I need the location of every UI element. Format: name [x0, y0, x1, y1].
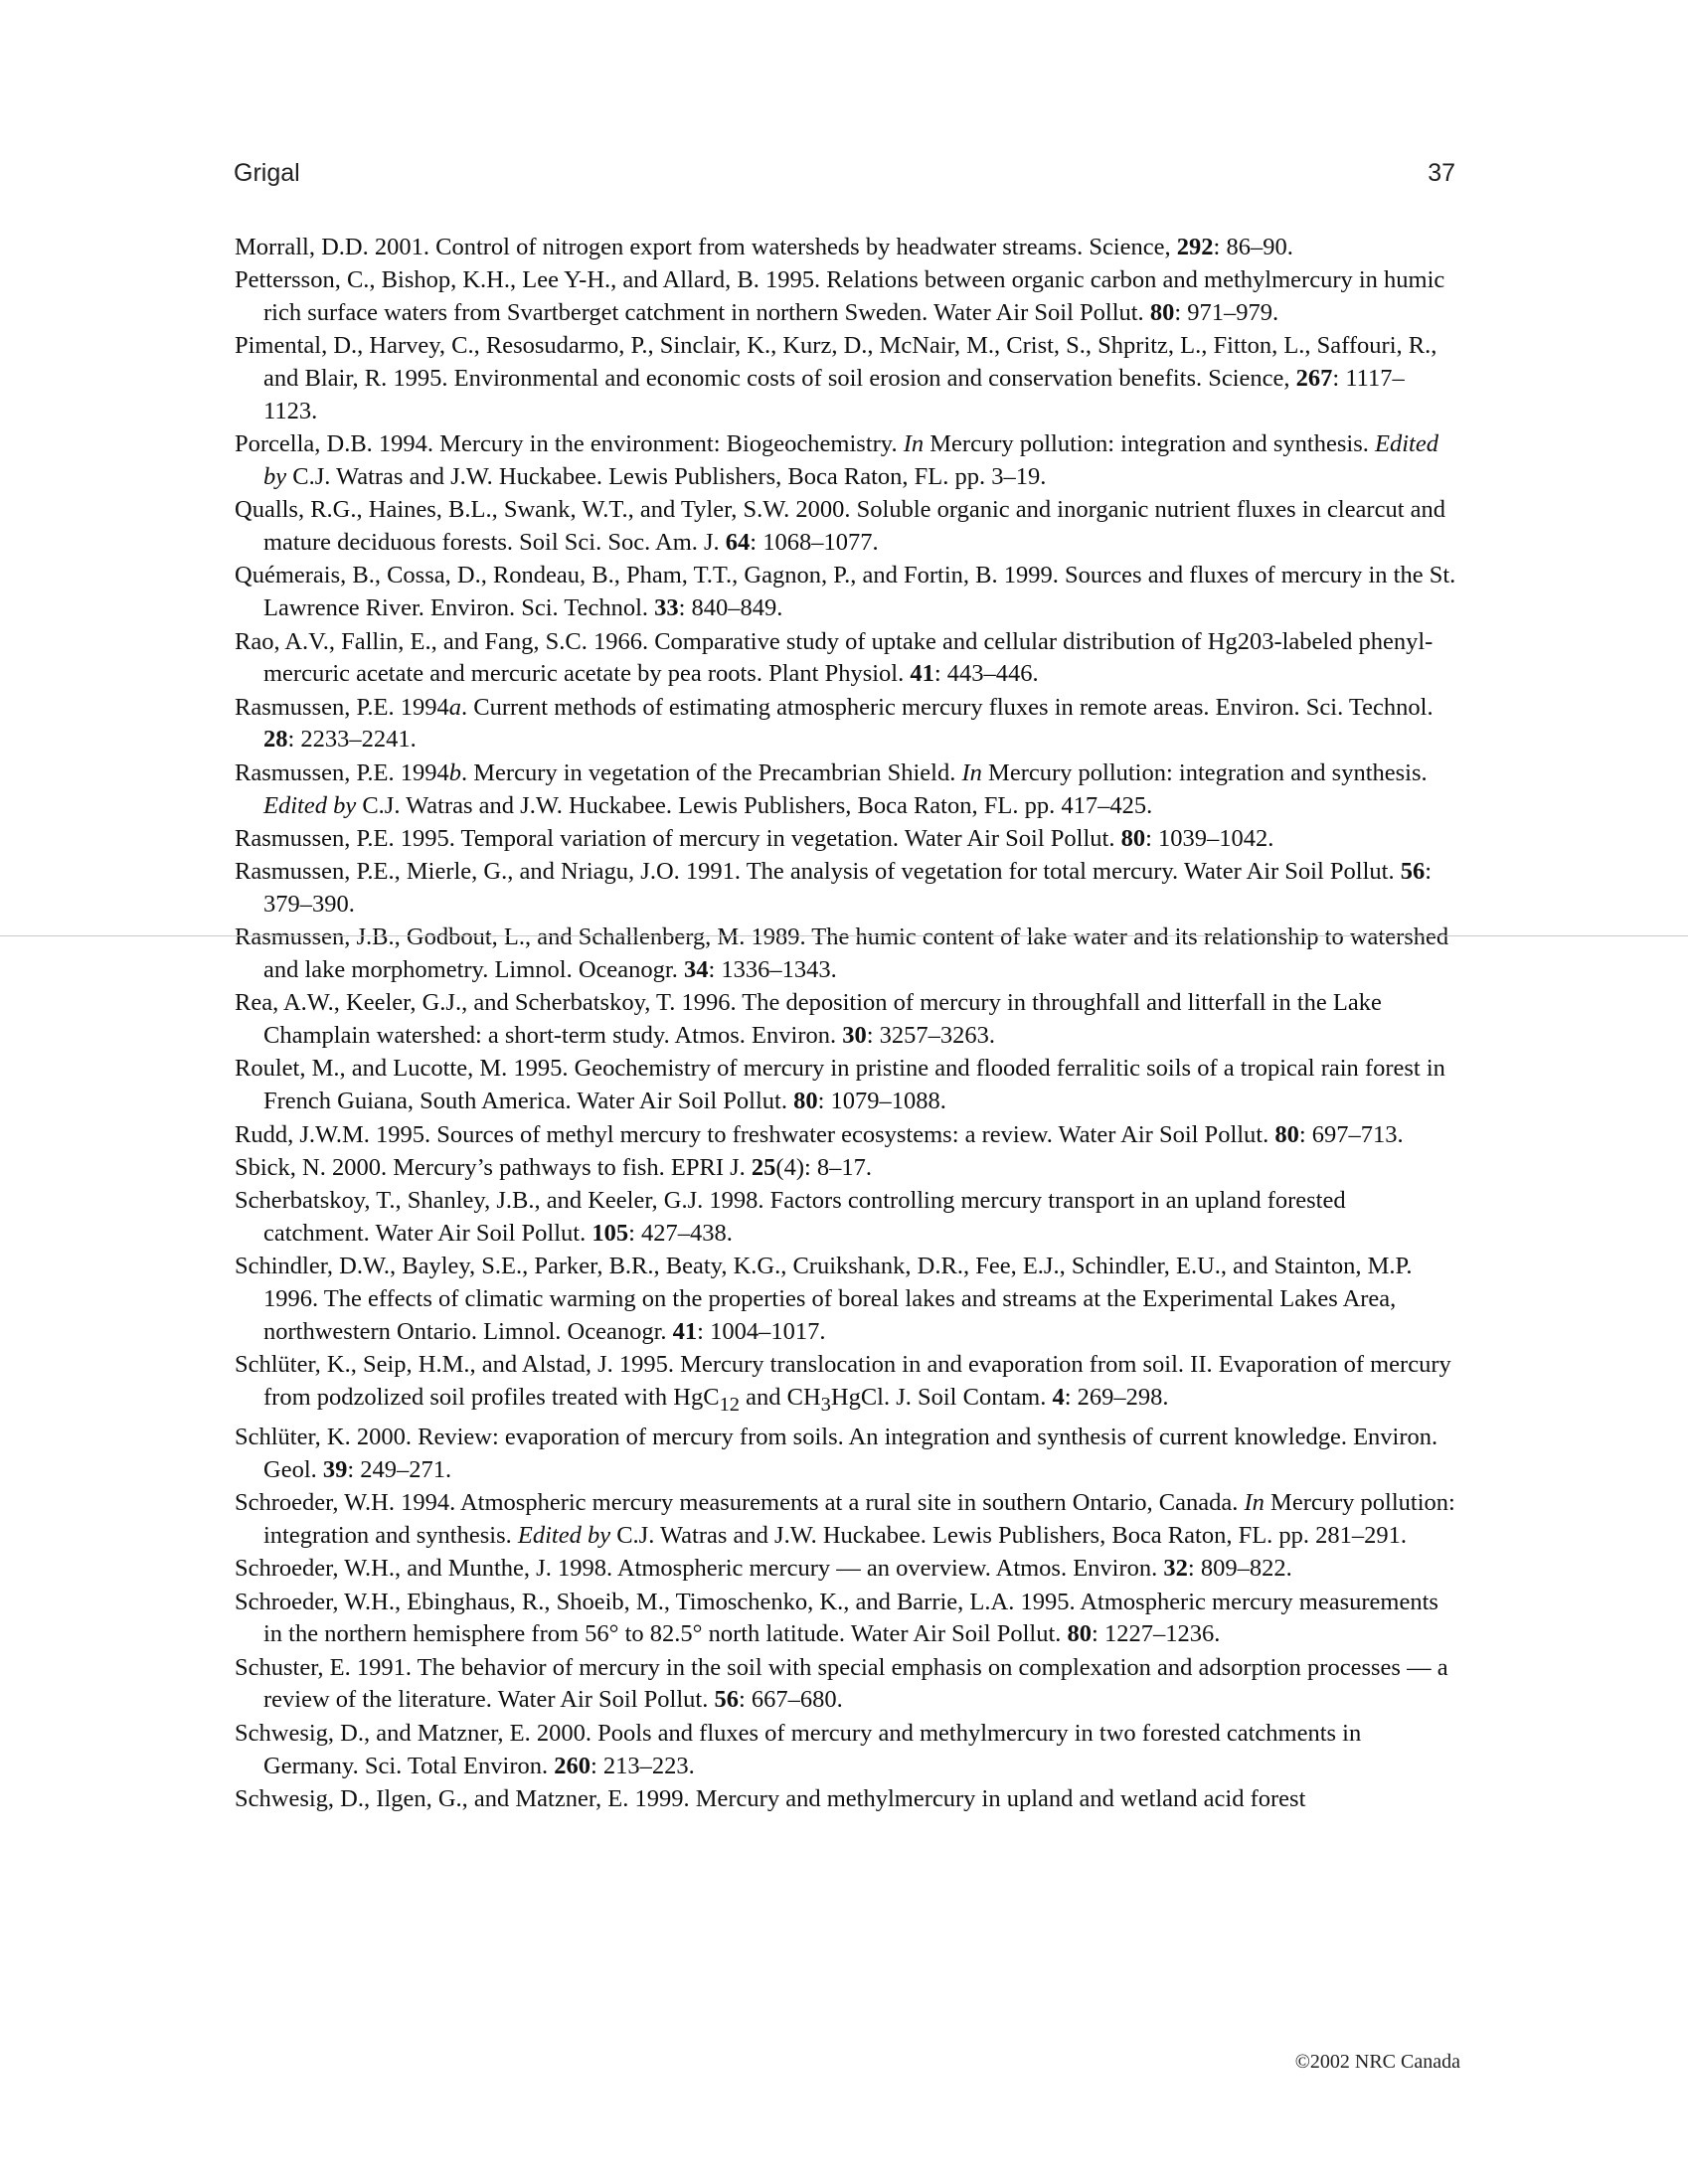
volume-number: 28 — [263, 726, 288, 754]
reference-text: : 379–390. — [263, 858, 1433, 918]
reference-text: C.J. Watras and J.W. Huckabee. Lewis Publishers, Boca Raton, FL. pp. 281–291. — [610, 1521, 1408, 1549]
reference-entry — [235, 922, 1457, 987]
reference-entry — [235, 757, 1457, 823]
reference-text: : 1079–1088. — [817, 1088, 946, 1115]
volume-number: 80 — [1274, 1120, 1299, 1148]
reference-text: : 1336–1343. — [708, 956, 837, 984]
reference-entry — [235, 1422, 1457, 1487]
reference-text: Porcella, D.B. 1994. Mercury in the environment: Biogeochemistry. — [235, 430, 904, 458]
subscript-text: 3 — [820, 1393, 831, 1416]
reference-entry — [235, 987, 1457, 1053]
reference-text: Pettersson, C., Bishop, K.H., Lee Y-H., and Allard, B. 1995. Relations between organic carbon and methylmercury in humic rich surface waters from Svartberget catchment in northern Sweden. Water Air Soil Pollut. — [235, 266, 1445, 327]
volume-number: 56 — [1400, 858, 1426, 886]
volume-number: 80 — [1149, 299, 1175, 327]
reference-text: Rea, A.W., Keeler, G.J., and Scherbatskoy, T. 1996. The deposition of mercury in throughfall and litterfall in the Lake Champlain watershed: a short-term study. Atmos. Environ. — [235, 989, 1382, 1050]
reference-text: Sbick, N. 2000. Mercury’s pathways to fish. EPRI J. — [235, 1153, 752, 1181]
italic-text: b — [448, 758, 462, 786]
reference-text: C.J. Watras and J.W. Huckabee. Lewis Publishers, Boca Raton, FL. pp. 417–425. — [356, 791, 1153, 819]
reference-text: Schlüter, K., Seip, H.M., and Alstad, J. 1995. Mercury translocation in and evaporation from soil. II. Evaporation of mercury from podzolized soil profiles treated with HgC — [235, 1351, 1451, 1411]
volume-number: 260 — [554, 1752, 591, 1779]
reference-text: Schuster, E. 1991. The behavior of mercury in the soil with special emphasis on complexation and adsorption processes — a review of the literature. Water Air Soil Pollut. — [235, 1653, 1448, 1714]
reference-text: : 443–446. — [933, 660, 1039, 688]
reference-entry — [235, 264, 1457, 330]
copyright-footer: ©2002 NRC Canada — [1294, 2051, 1460, 2073]
italic-text: In — [903, 430, 925, 458]
reference-entry — [235, 494, 1457, 560]
volume-number: 34 — [683, 956, 709, 984]
volume-number: 292 — [1176, 234, 1214, 260]
reference-text: Rasmussen, P.E., Mierle, G., and Nriagu, J.O. 1991. The analysis of vegetation for total mercury. Water Air Soil Pollut. — [235, 858, 1401, 886]
reference-text: Schroeder, W.H., Ebinghaus, R., Shoeib, M., Timoschenko, K., and Barrie, L.A. 1995. Atmospheric mercury measurements in the northern hemisphere from 56° to 82.5° north latitude. Water Air Soil Pollut. — [235, 1588, 1438, 1648]
volume-number: 64 — [725, 529, 751, 557]
reference-text: : 1117–1123. — [263, 365, 1405, 424]
reference-text: Schroeder, W.H. 1994. Atmospheric mercury measurements at a rural site in southern Ontario, Canada. — [235, 1489, 1245, 1517]
reference-entry — [235, 1783, 1457, 1816]
reference-text: Schroeder, W.H., and Munthe, J. 1998. Atmospheric mercury — an overview. Atmos. Environ. — [235, 1555, 1164, 1583]
volume-number: 32 — [1163, 1555, 1188, 1583]
reference-entry — [235, 856, 1457, 922]
reference-entry — [235, 1185, 1457, 1251]
volume-number: 39 — [322, 1455, 348, 1483]
reference-text: Roulet, M., and Lucotte, M. 1995. Geochemistry of mercury in pristine and flooded ferralitic soils of a tropical rain forest in French Guiana, South America. Water Air Soil Pollut. — [235, 1055, 1445, 1115]
reference-text: Scherbatskoy, T., Shanley, J.B., and Keeler, G.J. 1998. Factors controlling mercury transport in an upland forested catchment. Water Air Soil Pollut. — [235, 1187, 1346, 1247]
reference-entry — [235, 1553, 1457, 1586]
volume-number: 4 — [1052, 1383, 1065, 1411]
running-head: Grigal — [234, 159, 300, 187]
reference-entry — [235, 1119, 1457, 1152]
italic-text: Edited by — [263, 430, 1438, 491]
reference-text: : 809–822. — [1187, 1555, 1292, 1583]
reference-entry — [235, 428, 1457, 494]
reference-text: : 269–298. — [1064, 1383, 1169, 1411]
reference-entry — [235, 1152, 1457, 1185]
volume-number: 41 — [910, 660, 934, 688]
reference-entry — [235, 1251, 1457, 1348]
reference-entry — [235, 1053, 1457, 1118]
reference-text: Rasmussen, P.E. 1994 — [235, 693, 449, 721]
reference-text: : 1068–1077. — [750, 529, 879, 557]
reference-text: Schlüter, K. 2000. Review: evaporation of mercury from soils. An integration and synthesis of current knowledge. Environ. Geol. — [235, 1424, 1438, 1483]
reference-text: and CH — [740, 1383, 821, 1411]
reference-text: : 427–438. — [628, 1219, 733, 1247]
reference-text: : 86–90. — [1213, 234, 1293, 260]
reference-list — [235, 232, 1457, 1816]
reference-text: Rasmussen, P.E. 1995. Temporal variation of mercury in vegetation. Water Air Soil Pollut. — [235, 824, 1121, 852]
volume-number: 25 — [751, 1153, 776, 1181]
reference-entry — [235, 330, 1457, 427]
reference-entry — [235, 692, 1457, 757]
reference-text: : 249–271. — [347, 1455, 452, 1483]
reference-text: Schwesig, D., Ilgen, G., and Matzner, E. 1999. Mercury and methylmercury in upland and wetland acid forest — [235, 1784, 1306, 1812]
reference-text: : 1004–1017. — [697, 1317, 826, 1345]
reference-text: (4): 8–17. — [775, 1153, 873, 1181]
reference-entry — [235, 560, 1457, 625]
reference-text: Mercury pollution: integration and synthesis. — [981, 758, 1428, 786]
volume-number: 30 — [842, 1022, 867, 1050]
reference-text: Mercury pollution: integration and synthesis. — [924, 430, 1375, 458]
reference-text: : 1227–1236. — [1092, 1620, 1221, 1648]
italic-text: a — [448, 693, 462, 721]
page-header — [234, 159, 1455, 199]
reference-text: Rudd, J.W.M. 1995. Sources of methyl mercury to freshwater ecosystems: a review. Water Air Soil Pollut. — [235, 1120, 1275, 1148]
reference-text: . Current methods of estimating atmospheric mercury fluxes in remote areas. Environ. Sci. Technol. — [461, 693, 1434, 721]
volume-number: 80 — [1067, 1620, 1093, 1648]
volume-number: 80 — [1120, 824, 1146, 852]
reference-text: Rasmussen, J.B., Godbout, L., and Schallenberg, M. 1989. The humic content of lake water and its relationship to watershed and lake morphometry. Limnol. Oceanogr. — [235, 924, 1449, 984]
reference-text: Quémerais, B., Cossa, D., Rondeau, B., Pham, T.T., Gagnon, P., and Fortin, B. 1999. Sources and fluxes of mercury in the St. Lawrence River. Environ. Sci. Technol. — [235, 562, 1456, 622]
reference-text: Schwesig, D., and Matzner, E. 2000. Pools and fluxes of mercury and methylmercury in two forested catchments in Germany. Sci. Total Environ. — [235, 1719, 1362, 1779]
reference-text: : 1039–1042. — [1145, 824, 1274, 852]
reference-text: Rasmussen, P.E. 1994 — [235, 758, 449, 786]
reference-entry — [235, 1487, 1457, 1553]
reference-text: : 2233–2241. — [287, 726, 417, 754]
volume-number: 105 — [591, 1219, 629, 1247]
reference-entry — [235, 1349, 1457, 1421]
reference-text: : 840–849. — [678, 594, 783, 622]
italic-text: In — [961, 758, 982, 786]
italic-text: In — [1244, 1489, 1265, 1517]
reference-text: : 971–979. — [1174, 299, 1279, 327]
volume-number: 267 — [1295, 365, 1333, 393]
reference-text: : 3257–3263. — [866, 1022, 996, 1050]
page-number: 37 — [1428, 159, 1455, 187]
reference-text: : 697–713. — [1298, 1120, 1404, 1148]
reference-entry — [235, 232, 1457, 264]
subscript-text: 12 — [719, 1393, 740, 1416]
reference-text: Mercury pollution: integration and synthesis. — [263, 1489, 1455, 1549]
reference-text: C.J. Watras and J.W. Huckabee. Lewis Publishers, Boca Raton, FL. pp. 3–19. — [286, 463, 1047, 491]
reference-text: Schindler, D.W., Bayley, S.E., Parker, B.R., Beaty, K.G., Cruikshank, D.R., Fee, E.J., Schindler, E.U., and Stainton, M.P. 1996. The effects of climatic warming on the properties of boreal lakes and streams at the Experimental Lakes Area, northwestern Ontario. Limnol. Oceanogr. — [235, 1253, 1413, 1345]
reference-text: Pimental, D., Harvey, C., Resosudarmo, P., Sinclair, K., Kurz, D., McNair, M., Crist, S., Shpritz, L., Fitton, L., Saffouri, R., and Blair, R. 1995. Environmental and economic costs of soil erosion and conservation benefits. Science, — [235, 332, 1437, 393]
italic-text: Edited by — [263, 791, 357, 819]
reference-text: : 213–223. — [590, 1752, 695, 1779]
reference-entry — [235, 626, 1457, 692]
reference-entry — [235, 1718, 1457, 1783]
reference-text: HgCl. J. Soil Contam. — [830, 1383, 1053, 1411]
reference-text: Rao, A.V., Fallin, E., and Fang, S.C. 1966. Comparative study of uptake and cellular distribution of Hg203-labeled phenyl-mercuric acetate and mercuric acetate by pea roots. Plant Physiol. — [235, 627, 1434, 688]
scan-artifact-line — [0, 935, 1688, 936]
reference-text: : 667–680. — [738, 1686, 843, 1714]
volume-number: 41 — [672, 1317, 698, 1345]
reference-text: Qualls, R.G., Haines, B.L., Swank, W.T., and Tyler, S.W. 2000. Soluble organic and inorganic nutrient fluxes in clearcut and mature deciduous forests. Soil Sci. Soc. Am. J. — [235, 496, 1446, 557]
volume-number: 56 — [714, 1686, 739, 1714]
volume-number: 33 — [654, 594, 679, 622]
reference-entry — [235, 1652, 1457, 1718]
reference-text: Morrall, D.D. 2001. Control of nitrogen export from watersheds by headwater streams. Science, — [235, 234, 1177, 260]
reference-entry — [235, 823, 1457, 856]
reference-entry — [235, 1587, 1457, 1652]
volume-number: 80 — [793, 1088, 818, 1115]
italic-text: Edited by — [517, 1521, 611, 1549]
reference-text: . Mercury in vegetation of the Precambrian Shield. — [461, 758, 962, 786]
